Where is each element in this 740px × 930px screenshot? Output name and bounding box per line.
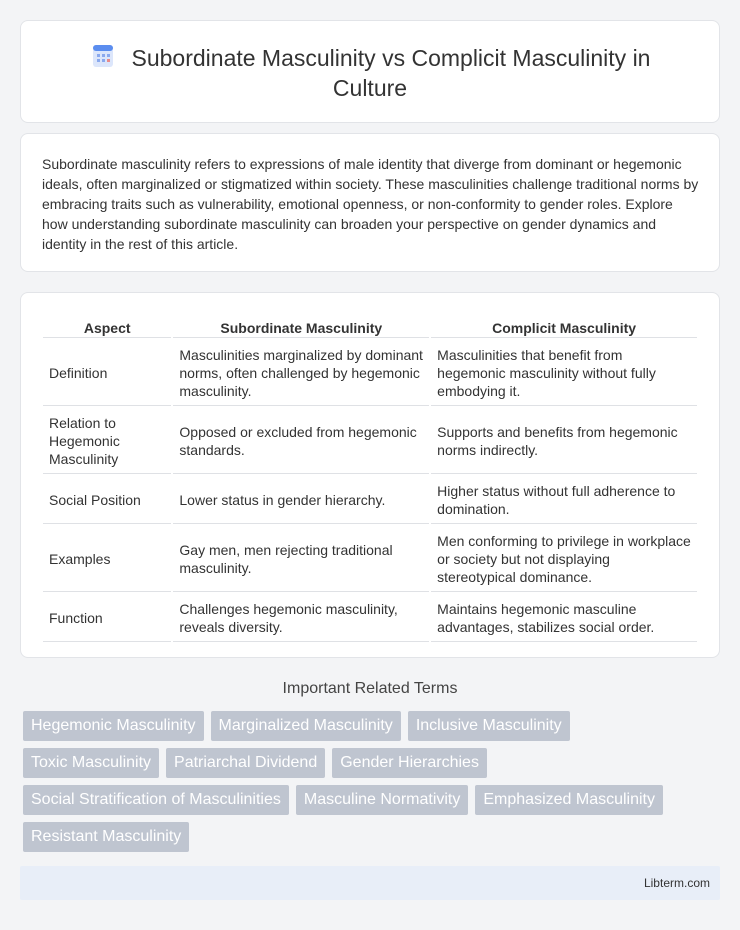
document-icon: [90, 43, 116, 69]
related-term-tag[interactable]: Patriarchal Dividend: [166, 748, 325, 778]
comparison-card: [20, 292, 720, 658]
table-cell: Supports and benefits from hegemonic norms indirectly.: [431, 408, 697, 474]
table-cell: Opposed or excluded from hegemonic standards.: [173, 408, 429, 474]
table-header-row: [43, 317, 697, 338]
related-terms-list: [23, 711, 723, 859]
related-term-tag[interactable]: Emphasized Masculinity: [475, 785, 663, 815]
table-cell: Masculinities marginalized by dominant norms, often challenged by hegemonic masculinity.: [173, 340, 429, 406]
related-term-tag[interactable]: Inclusive Masculinity: [408, 711, 570, 741]
table-cell: Function: [43, 594, 171, 642]
comparison-table: [41, 315, 699, 644]
intro-paragraph: Subordinate masculinity refers to expressions of male identity that diverge from dominant or hegemonic ideals, often marginalized or stigmatized within society. These masculinities challenge traditional norms by embracing traits such as vulnerability, emotional openness, or non-conformity to gender roles. Explore how understanding subordinate masculinity can broaden your perspective on gender dynamics and identity in the rest of this article.: [42, 156, 699, 252]
related-term-tag[interactable]: Resistant Masculinity: [23, 822, 189, 852]
header-aspect: Aspect: [43, 317, 171, 338]
table-row: [43, 526, 697, 592]
table-cell: Masculinities that benefit from hegemonic masculinity without fully embodying it.: [431, 340, 697, 406]
table-cell: Relation to Hegemonic Masculinity: [43, 408, 171, 474]
page-title-text: Subordinate Masculinity vs Complicit Masculinity in Culture: [131, 45, 651, 101]
header-complicit: Complicit Masculinity: [431, 317, 697, 338]
related-terms-heading: Important Related Terms: [282, 680, 458, 697]
table-cell: Social Position: [43, 476, 171, 524]
table-cell: Challenges hegemonic masculinity, reveals diversity.: [173, 594, 429, 642]
table-row: [43, 340, 697, 406]
related-term-tag[interactable]: Toxic Masculinity: [23, 748, 159, 778]
footer: [20, 866, 720, 900]
table-row: [43, 594, 697, 642]
table-cell: Examples: [43, 526, 171, 592]
table-row: [43, 476, 697, 524]
title-card: [20, 20, 720, 123]
related-term-tag[interactable]: Marginalized Masculinity: [211, 711, 401, 741]
intro-card: [20, 133, 720, 272]
table-cell: Gay men, men rejecting traditional masculinity.: [173, 526, 429, 592]
related-term-tag[interactable]: Gender Hierarchies: [332, 748, 487, 778]
footer-site-link[interactable]: Libterm.com: [643, 876, 710, 890]
table-row: [43, 408, 697, 474]
header-subordinate: Subordinate Masculinity: [173, 317, 429, 338]
related-term-tag[interactable]: Hegemonic Masculinity: [23, 711, 204, 741]
page-title: [21, 43, 719, 103]
table-cell: Higher status without full adherence to domination.: [431, 476, 697, 524]
table-cell: Men conforming to privilege in workplace or society but not displaying stereotypical dominance.: [431, 526, 697, 592]
related-term-tag[interactable]: Social Stratification of Masculinities: [23, 785, 289, 815]
table-cell: Definition: [43, 340, 171, 406]
table-cell: Maintains hegemonic masculine advantages, stabilizes social order.: [431, 594, 697, 642]
related-term-tag[interactable]: Masculine Normativity: [296, 785, 468, 815]
table-cell: Lower status in gender hierarchy.: [173, 476, 429, 524]
